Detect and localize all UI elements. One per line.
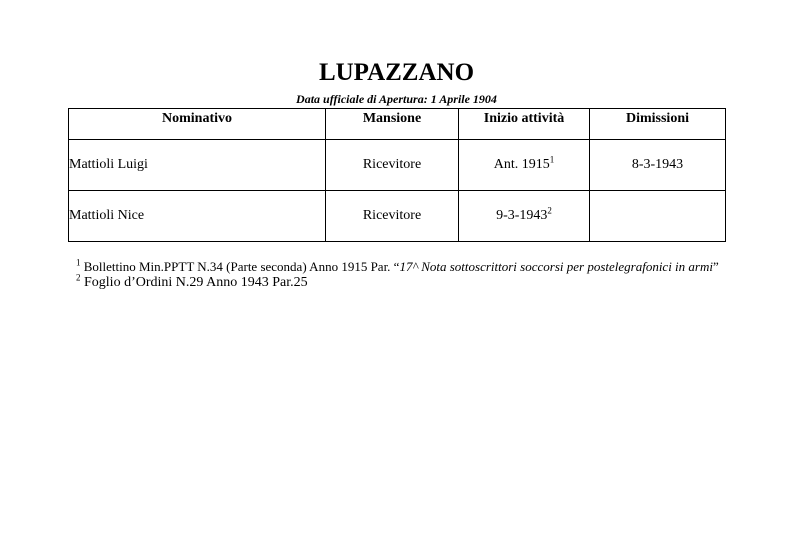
column-header-dimissioni: Dimissioni: [590, 109, 726, 140]
footnote-italic-text: 17^ Nota sottoscrittori soccorsi per postelegrafonici in armi: [399, 259, 713, 274]
table-header-row: [69, 109, 726, 140]
cell-dimissioni: [590, 191, 726, 242]
footnotes: [76, 259, 736, 290]
cell-nominativo: Mattioli Luigi: [69, 140, 326, 191]
column-header-nominativo: Nominativo: [69, 109, 326, 140]
footnote-number: 2: [76, 272, 81, 283]
cell-inizio-attivita: [459, 140, 590, 191]
footnote-2: [76, 272, 736, 290]
cell-mansione: Ricevitore: [326, 140, 459, 191]
opening-date-subtitle: Data ufficiale di Apertura: 1 Aprile 1904: [296, 92, 497, 106]
cell-nominativo: Mattioli Nice: [69, 191, 326, 242]
footnote-text: Bollettino Min.PPTT N.34 (Parte seconda) Anno 1915 Par. “: [83, 259, 400, 274]
table-row: [69, 140, 726, 191]
footnote-1: [76, 259, 736, 274]
start-date-text: Ant. 1915: [493, 157, 550, 172]
table-row: [69, 191, 726, 242]
column-header-inizio-attivita: Inizio attività: [459, 109, 590, 140]
column-header-mansione: Mansione: [326, 109, 459, 140]
page-title: LUPAZZANO: [318, 59, 475, 86]
footnote-close-quote: ”: [712, 259, 719, 274]
footnote-number: 1: [76, 257, 81, 268]
footnote-ref: 2: [547, 205, 552, 216]
footnote-ref: 1: [549, 154, 555, 165]
cell-mansione: Ricevitore: [326, 191, 459, 242]
staff-table: [68, 108, 726, 242]
cell-inizio-attivita: [459, 191, 590, 242]
start-date-text: 9-3-1943: [496, 208, 548, 223]
footnote-text: Foglio d’Ordini N.29 Anno 1943 Par.25: [84, 275, 308, 290]
cell-dimissioni: 8-3-1943: [590, 140, 726, 191]
